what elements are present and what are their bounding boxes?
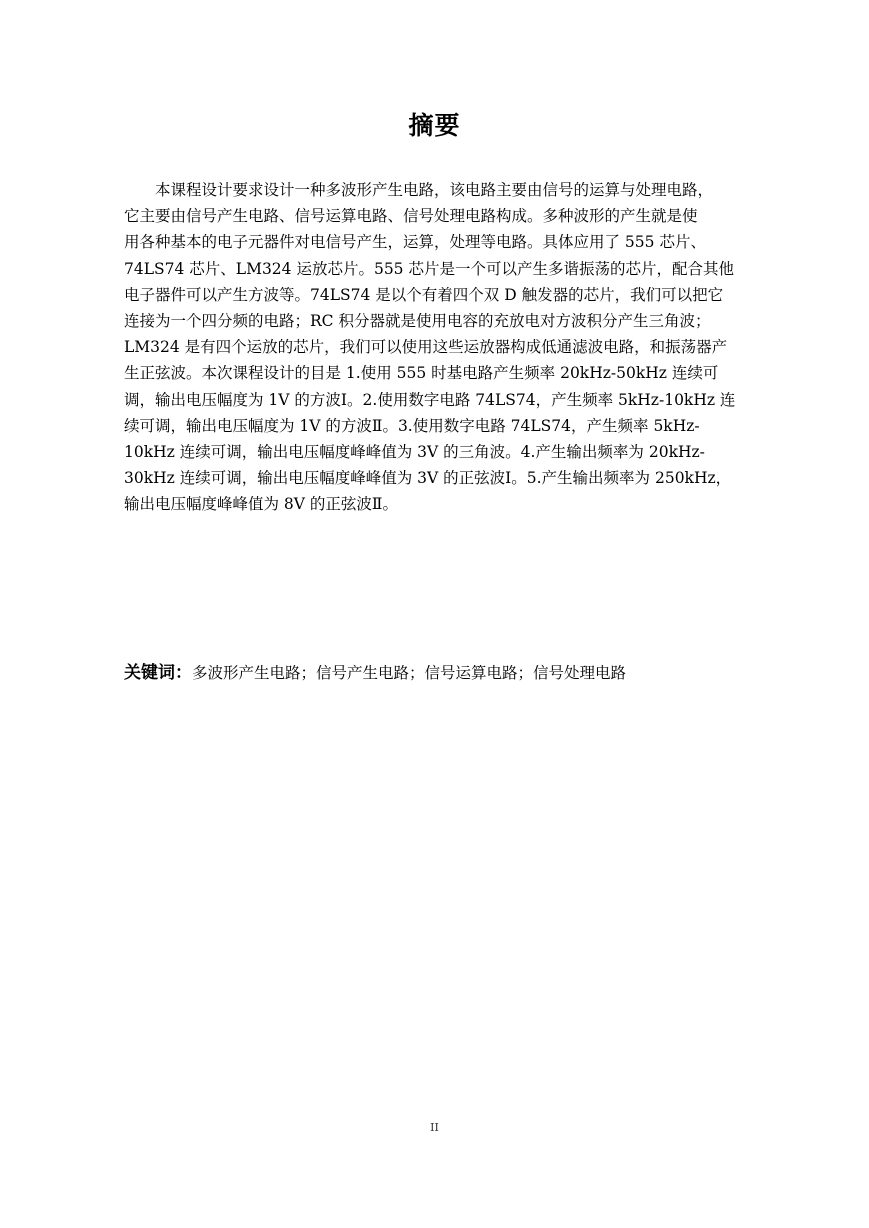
abstract-line: 10kHz 连续可调，输出电压幅度峰峰值为 3V 的三角波。4.产生输出频率为 20kHz- — [124, 442, 705, 461]
keywords-text: 多波形产生电路；信号产生电路；信号运算电路；信号处理电路 — [192, 664, 627, 682]
abstract-line: 它主要由信号产生电路、信号运算电路、信号处理电路构成。多种波形的产生就是使 — [124, 207, 698, 226]
abstract-body — [124, 177, 789, 517]
abstract-line: 30kHz 连续可调，输出电压幅度峰峰值为 3V 的正弦波Ⅰ。5.产生输出频率为 250kHz， — [124, 469, 732, 488]
abstract-line: LM324 是有四个运放的芯片，我们可以使用这些运放器构成低通滤波电路，和振荡器产 — [124, 338, 728, 357]
abstract-line: 生正弦波。本次课程设计的目是 1.使用 555 时基电路产生频率 20kHz-50kHz 连续可 — [124, 364, 719, 383]
abstract-line: 用各种基本的电子元器件对电信号产生，运算，处理等电路。具体应用了 555 芯片、 — [124, 233, 706, 252]
abstract-line: 续可调，输出电压幅度为 1V 的方波Ⅱ。3.使用数字电路 74LS74，产生频率 5kHz- — [124, 416, 700, 435]
abstract-line: 本课程设计要求设计一种多波形产生电路，该电路主要由信号的运算与处理电路， — [124, 181, 714, 199]
keywords-section — [124, 659, 789, 687]
abstract-line: 电子器件可以产生方波等。74LS74 是以个有着四个双 D 触发器的芯片，我们可以把它 — [124, 285, 724, 304]
page-number: II — [430, 1121, 439, 1134]
page-title: 摘要 — [408, 111, 461, 140]
abstract-line: 74LS74 芯片、LM324 运放芯片。555 芯片是一个可以产生多谐振荡的芯片，配合其他 — [124, 259, 734, 278]
abstract-line: 连接为一个四分频的电路；RC 积分器就是使用电容的充放电对方波积分产生三角波； — [124, 311, 711, 330]
abstract-line: 输出电压幅度峰峰值为 8V 的正弦波Ⅱ。 — [124, 495, 398, 514]
keywords-label: 关键词： — [124, 663, 192, 683]
abstract-line: 调，输出电压幅度为 1V 的方波Ⅰ。2.使用数字电路 74LS74，产生频率 5kHz-10kHz 连 — [124, 390, 736, 409]
